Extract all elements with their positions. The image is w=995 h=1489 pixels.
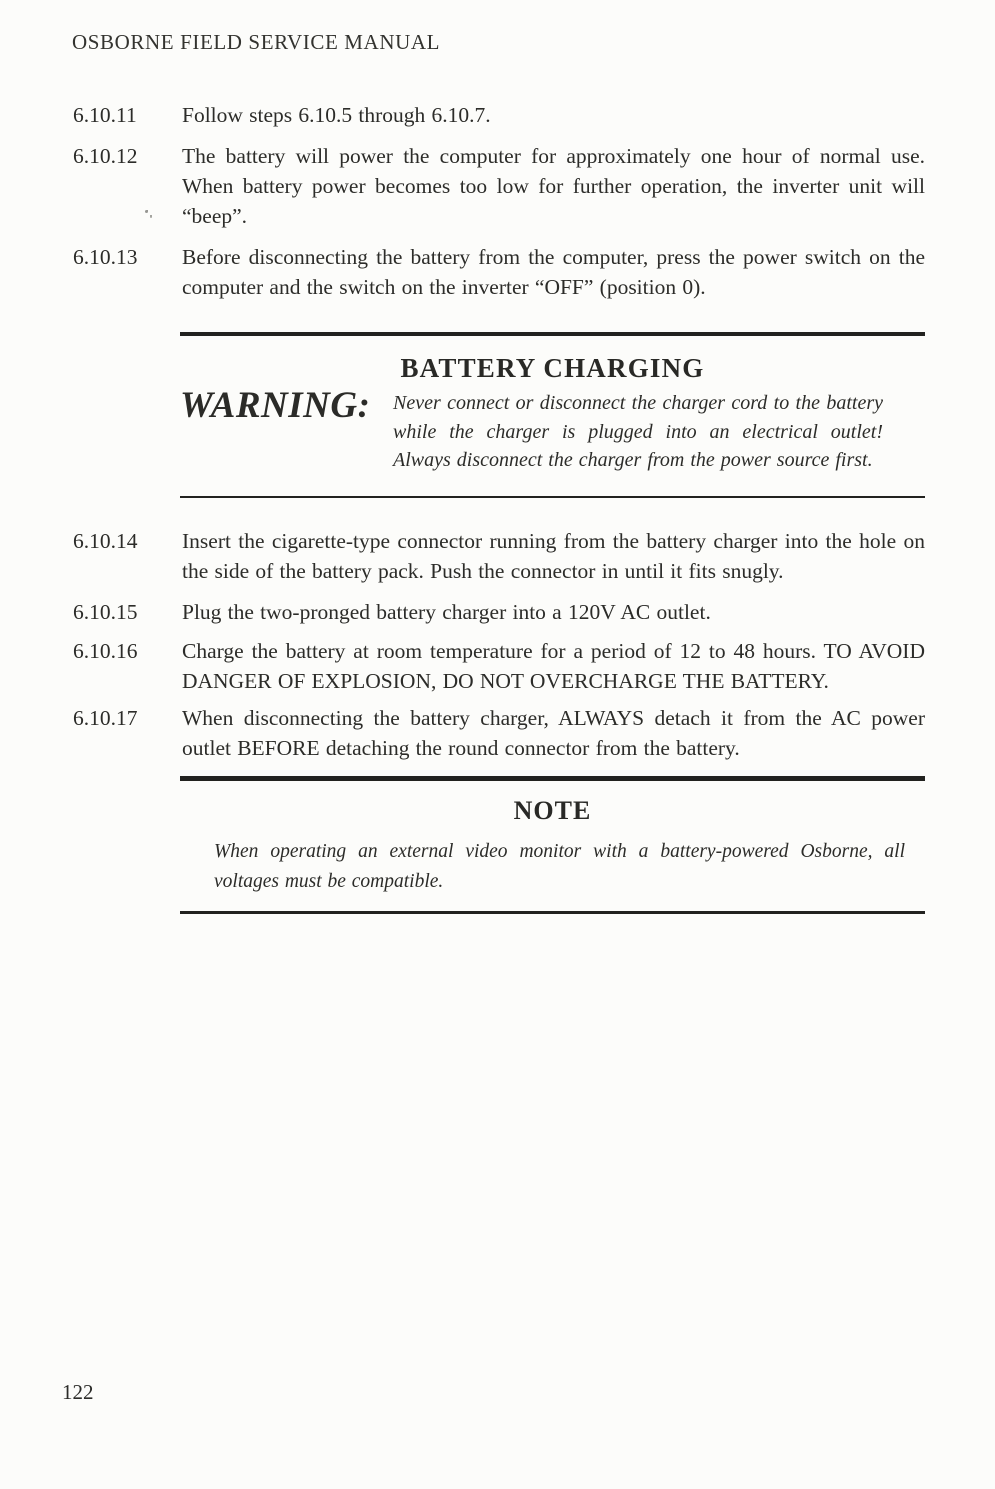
warning-box [73, 332, 925, 498]
running-header: OSBORNE FIELD SERVICE MANUAL [72, 30, 441, 54]
section-text: When disconnecting the battery charger, ALWAYS detach it from the AC power outlet BEFORE detaching the round connector from the battery. [182, 705, 925, 760]
note-box [73, 776, 925, 914]
warning-title: BATTERY CHARGING [400, 353, 705, 383]
section-number: 6.10.16 [73, 638, 138, 663]
note-rule-top [180, 776, 925, 781]
section-text: The battery will power the computer for approximately one hour of normal use. When battery power becomes too low for further operation, the inverter unit will “beep”. [182, 144, 925, 228]
section-number: 6.10.15 [73, 599, 138, 624]
section-item [73, 703, 925, 763]
warning-rule-bottom [180, 496, 925, 498]
warning-label: WARNING: [180, 385, 371, 426]
section-number: 6.10.17 [73, 705, 138, 730]
section-text: Before disconnecting the battery from the computer, press the power switch on the computer and the switch on the inverter “OFF” (position 0). [182, 245, 925, 299]
note-title: NOTE [513, 795, 592, 825]
section-item [73, 526, 925, 586]
sections-bottom [73, 526, 925, 763]
warning-row [180, 386, 925, 475]
note-rule-bottom [180, 911, 925, 914]
section-number: 6.10.12 [73, 144, 138, 168]
section-item [73, 100, 925, 130]
section-text: Charge the battery at room temperature for a period of 12 to 48 hours. TO AVOID DANGER OF EXPLOSION, DO NOT OVERCHARGE THE BATTERY. [182, 638, 925, 693]
section-text: Insert the cigarette-type connector running from the battery charger into the hole on the side of the battery pack. Push the connector in until it fits snugly. [182, 528, 925, 583]
section-number: 6.10.14 [73, 528, 138, 553]
section-number: 6.10.11 [73, 103, 137, 127]
section-item [73, 636, 925, 696]
section-number: 6.10.13 [73, 245, 138, 269]
section-item [73, 597, 925, 627]
section-item [73, 141, 925, 231]
page-content [73, 100, 925, 914]
section-text: Plug the two-pronged battery charger into a 120V AC outlet. [182, 599, 711, 624]
warning-text: Never connect or disconnect the charger cord to the battery while the charger is plugged into an electrical outlet! Always disconnect the charger from the power source first. [393, 392, 883, 471]
section-item [73, 242, 925, 302]
page-number: 122 [62, 1380, 94, 1404]
section-text: Follow steps 6.10.5 through 6.10.7. [182, 103, 491, 127]
warning-rule-top [180, 332, 925, 336]
note-text: When operating an external video monitor with a battery-powered Osborne, all voltages must be compatible. [214, 840, 905, 892]
